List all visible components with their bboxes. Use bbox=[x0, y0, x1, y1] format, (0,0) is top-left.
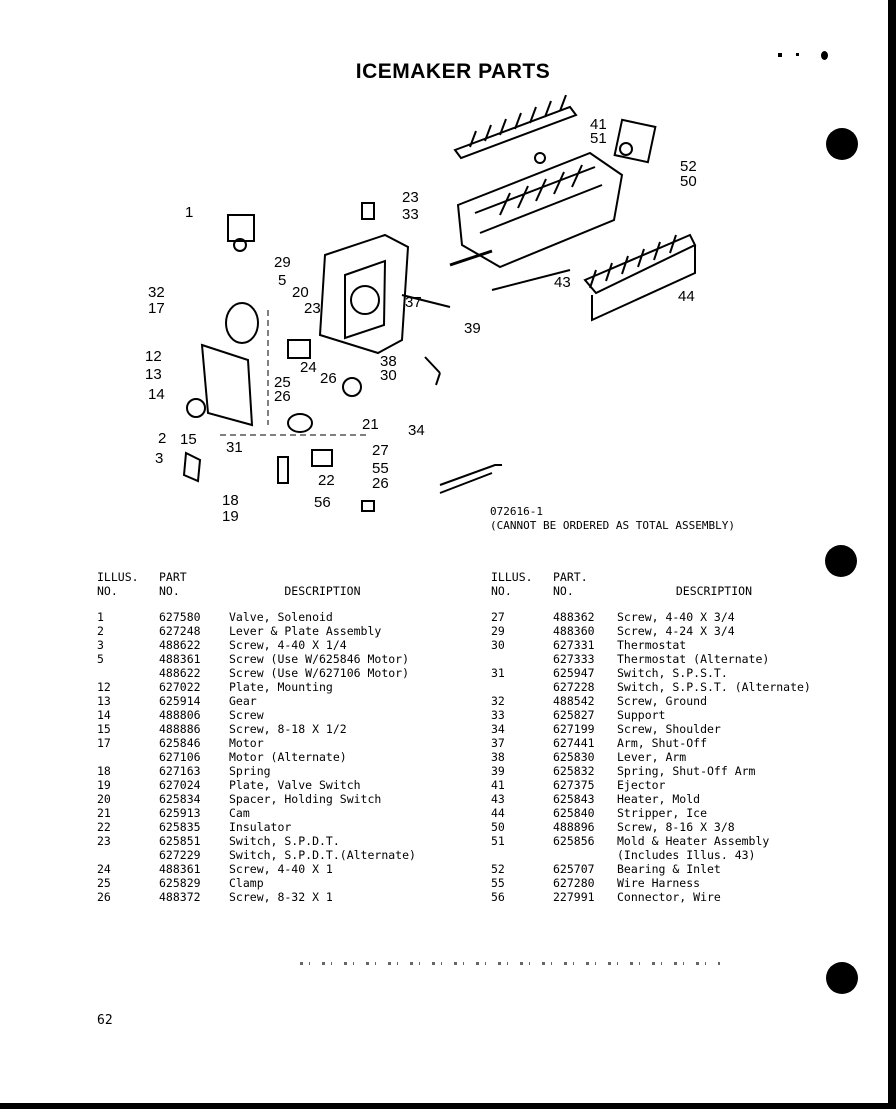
illus-no-cell: 50 bbox=[491, 820, 505, 834]
svg-text:23: 23 bbox=[402, 189, 419, 206]
svg-text:1: 1 bbox=[185, 204, 194, 221]
svg-text:19: 19 bbox=[222, 508, 239, 525]
description-cell: Clamp bbox=[229, 876, 264, 890]
illus-no-cell: 32 bbox=[491, 694, 505, 708]
svg-text:43: 43 bbox=[554, 274, 571, 291]
illus-no-cell bbox=[491, 652, 553, 666]
part-no-cell: 488622 bbox=[159, 638, 201, 652]
part-no-cell: 488362 bbox=[553, 610, 595, 624]
description-cell: Gear bbox=[229, 694, 257, 708]
part-no-cell: 627229 bbox=[159, 848, 201, 862]
svg-text:24: 24 bbox=[300, 359, 317, 376]
svg-text:21: 21 bbox=[362, 416, 379, 433]
table-row bbox=[97, 722, 416, 736]
illus-no-cell: 2 bbox=[97, 624, 104, 638]
description-cell: (Includes Illus. 43) bbox=[617, 848, 756, 862]
illus-no-cell: 41 bbox=[491, 778, 505, 792]
svg-text:56: 56 bbox=[314, 494, 331, 511]
description-cell: Connector, Wire bbox=[617, 890, 721, 904]
header-part-no: PART. NO. bbox=[553, 570, 588, 598]
description-cell: Mold & Heater Assembly bbox=[617, 834, 770, 848]
scan-specks bbox=[300, 962, 720, 965]
header-illus-no: ILLUS. NO. bbox=[97, 570, 139, 598]
svg-text:23: 23 bbox=[304, 300, 321, 317]
part-no-cell: 627441 bbox=[553, 736, 595, 750]
description-cell: Cam bbox=[229, 806, 250, 820]
illus-no-cell: 56 bbox=[491, 890, 505, 904]
part-no-cell: 488372 bbox=[159, 890, 201, 904]
part-no-cell: 488622 bbox=[159, 666, 201, 680]
part-no-cell: 625947 bbox=[553, 666, 595, 680]
svg-text:27: 27 bbox=[372, 442, 389, 459]
illus-no-cell: 1 bbox=[97, 610, 104, 624]
part-no-cell: 625827 bbox=[553, 708, 595, 722]
table-row bbox=[491, 610, 811, 624]
illus-no-cell: 38 bbox=[491, 750, 505, 764]
svg-text:31: 31 bbox=[226, 439, 243, 456]
svg-text:17: 17 bbox=[148, 300, 165, 317]
description-cell: Heater, Mold bbox=[617, 792, 701, 806]
illus-no-cell: 44 bbox=[491, 806, 505, 820]
part-no-cell: 488886 bbox=[159, 722, 201, 736]
description-cell: Arm, Shut-Off bbox=[617, 736, 708, 750]
description-cell: Screw, 8-18 X 1/2 bbox=[229, 722, 347, 736]
svg-text:2: 2 bbox=[158, 430, 167, 447]
table-row bbox=[97, 848, 416, 862]
description-cell: Spacer, Holding Switch bbox=[229, 792, 382, 806]
part-no-cell: 627022 bbox=[159, 680, 201, 694]
part-no-cell: 625829 bbox=[159, 876, 201, 890]
part-no-cell: 488361 bbox=[159, 652, 201, 666]
table-row bbox=[491, 862, 811, 876]
description-cell: Switch, S.P.S.T. (Alternate) bbox=[617, 680, 811, 694]
parts-table-left bbox=[97, 570, 416, 904]
description-cell: Switch, S.P.D.T.(Alternate) bbox=[229, 848, 416, 862]
svg-text:3: 3 bbox=[155, 450, 164, 467]
corner-marks bbox=[778, 50, 838, 60]
description-cell: Insulator bbox=[229, 820, 292, 834]
illus-no-cell bbox=[97, 666, 159, 680]
illus-no-cell: 12 bbox=[97, 680, 111, 694]
illus-no-cell: 27 bbox=[491, 610, 505, 624]
table-row bbox=[97, 610, 416, 624]
svg-text:14: 14 bbox=[148, 386, 165, 403]
table-row bbox=[97, 652, 416, 666]
table-row bbox=[491, 792, 811, 806]
part-no-cell: 627199 bbox=[553, 722, 595, 736]
part-no-cell: 625914 bbox=[159, 694, 201, 708]
part-no-cell: 488361 bbox=[159, 862, 201, 876]
table-row bbox=[491, 708, 811, 722]
table-row bbox=[97, 708, 416, 722]
binder-hole-2 bbox=[825, 545, 857, 577]
header-description: DESCRIPTION bbox=[284, 584, 361, 598]
illus-no-cell: 33 bbox=[491, 708, 505, 722]
description-cell: Support bbox=[617, 708, 666, 722]
table-row bbox=[491, 806, 811, 820]
table-row bbox=[97, 792, 416, 806]
part-no-cell: 488542 bbox=[553, 694, 595, 708]
illus-no-cell: 3 bbox=[97, 638, 104, 652]
icemaker-exploded-diagram bbox=[140, 95, 780, 535]
table-row bbox=[97, 862, 416, 876]
table-row bbox=[97, 876, 416, 890]
illus-no-cell: 17 bbox=[97, 736, 111, 750]
description-cell: Screw, Ground bbox=[617, 694, 708, 708]
part-no-cell: 627163 bbox=[159, 764, 201, 778]
table-row bbox=[491, 736, 811, 750]
svg-text:26: 26 bbox=[320, 370, 337, 387]
description-cell: Lever, Arm bbox=[617, 750, 687, 764]
table-row bbox=[491, 834, 811, 848]
illus-no-cell: 15 bbox=[97, 722, 111, 736]
header-illus-no: ILLUS. NO. bbox=[491, 570, 533, 598]
table-row bbox=[491, 764, 811, 778]
page-number: 62 bbox=[97, 1013, 113, 1028]
svg-text:30: 30 bbox=[380, 367, 397, 384]
part-no-cell: 627331 bbox=[553, 638, 595, 652]
part-no-cell: 488360 bbox=[553, 624, 595, 638]
table-row bbox=[97, 890, 416, 904]
svg-text:51: 51 bbox=[590, 130, 607, 147]
description-cell: Screw, 4-24 X 3/4 bbox=[617, 624, 735, 638]
svg-text:22: 22 bbox=[318, 472, 335, 489]
header-part-no: PART NO. bbox=[159, 570, 187, 598]
description-cell: Spring, Shut-Off Arm bbox=[617, 764, 756, 778]
description-cell: Screw, 8-32 X 1 bbox=[229, 890, 333, 904]
illus-no-cell: 55 bbox=[491, 876, 505, 890]
svg-text:15: 15 bbox=[180, 431, 197, 448]
part-no-cell: 627024 bbox=[159, 778, 201, 792]
part-no-cell: 625832 bbox=[553, 764, 595, 778]
figure-id: 072616-1 bbox=[490, 505, 543, 518]
description-cell: Switch, S.P.S.T. bbox=[617, 666, 728, 680]
description-cell: Screw, 4-40 X 1/4 bbox=[229, 638, 347, 652]
table-row bbox=[97, 820, 416, 834]
part-no-cell bbox=[553, 848, 617, 862]
description-cell: Screw, 4-40 X 3/4 bbox=[617, 610, 735, 624]
part-no-cell: 625707 bbox=[553, 862, 595, 876]
illus-no-cell: 39 bbox=[491, 764, 505, 778]
part-no-cell: 488806 bbox=[159, 708, 201, 722]
svg-text:26: 26 bbox=[274, 388, 291, 405]
table-row bbox=[97, 736, 416, 750]
part-no-cell: 627580 bbox=[159, 610, 201, 624]
table-row bbox=[97, 694, 416, 708]
illus-no-cell bbox=[97, 848, 159, 862]
illus-no-cell: 14 bbox=[97, 708, 111, 722]
table-row bbox=[97, 624, 416, 638]
svg-text:13: 13 bbox=[145, 366, 162, 383]
svg-text:44: 44 bbox=[678, 288, 695, 305]
description-cell: Motor bbox=[229, 736, 264, 750]
description-cell: Lever & Plate Assembly bbox=[229, 624, 382, 638]
illus-no-cell: 51 bbox=[491, 834, 505, 848]
description-cell: Ejector bbox=[617, 778, 666, 792]
part-no-cell: 627333 bbox=[553, 652, 595, 666]
part-no-cell: 627106 bbox=[159, 750, 201, 764]
part-no-cell: 625913 bbox=[159, 806, 201, 820]
part-no-cell: 625830 bbox=[553, 750, 595, 764]
table-row bbox=[491, 680, 811, 694]
svg-text:50: 50 bbox=[680, 173, 697, 190]
assembly-note: (CANNOT BE ORDERED AS TOTAL ASSEMBLY) bbox=[490, 519, 736, 532]
table-row bbox=[97, 638, 416, 652]
illus-no-cell: 22 bbox=[97, 820, 111, 834]
svg-text:33: 33 bbox=[402, 206, 419, 223]
table-row bbox=[97, 778, 416, 792]
description-cell: Valve, Solenoid bbox=[229, 610, 333, 624]
table-row bbox=[491, 876, 811, 890]
description-cell: Bearing & Inlet bbox=[617, 862, 721, 876]
table-row bbox=[97, 750, 416, 764]
svg-text:39: 39 bbox=[464, 320, 481, 337]
part-no-cell: 625851 bbox=[159, 834, 201, 848]
diagram-note bbox=[490, 505, 735, 533]
page-title: ICEMAKER PARTS bbox=[355, 60, 551, 83]
svg-text:5: 5 bbox=[278, 272, 287, 289]
svg-text:29: 29 bbox=[274, 254, 291, 271]
table-row bbox=[491, 624, 811, 638]
illus-no-cell: 30 bbox=[491, 638, 505, 652]
table-header bbox=[491, 570, 811, 610]
description-cell: Screw, Shoulder bbox=[617, 722, 721, 736]
table-row bbox=[97, 834, 416, 848]
description-cell: Stripper, Ice bbox=[617, 806, 708, 820]
description-cell: Switch, S.P.D.T. bbox=[229, 834, 340, 848]
description-cell: Screw, 4-40 X 1 bbox=[229, 862, 333, 876]
part-no-cell: 227991 bbox=[553, 890, 595, 904]
illus-no-cell: 20 bbox=[97, 792, 111, 806]
table-row bbox=[491, 848, 811, 862]
table-header bbox=[97, 570, 416, 610]
parts-table-right bbox=[491, 570, 811, 904]
part-no-cell: 627228 bbox=[553, 680, 595, 694]
svg-text:32: 32 bbox=[148, 284, 165, 301]
table-row bbox=[491, 750, 811, 764]
illus-no-cell: 29 bbox=[491, 624, 505, 638]
illus-no-cell: 24 bbox=[97, 862, 111, 876]
illus-no-cell: 19 bbox=[97, 778, 111, 792]
illus-no-cell: 52 bbox=[491, 862, 505, 876]
part-no-cell: 625846 bbox=[159, 736, 201, 750]
header-description: DESCRIPTION bbox=[675, 584, 753, 598]
svg-text:12: 12 bbox=[145, 348, 162, 365]
table-row bbox=[491, 778, 811, 792]
description-cell: Screw bbox=[229, 708, 264, 722]
illus-no-cell: 37 bbox=[491, 736, 505, 750]
description-cell: Screw, 8-16 X 3/8 bbox=[617, 820, 735, 834]
part-no-cell: 625835 bbox=[159, 820, 201, 834]
svg-text:26: 26 bbox=[372, 475, 389, 492]
table-row bbox=[491, 694, 811, 708]
svg-text:34: 34 bbox=[408, 422, 425, 439]
illus-no-cell: 18 bbox=[97, 764, 111, 778]
illus-no-cell bbox=[97, 750, 159, 764]
svg-text:41: 41 bbox=[590, 116, 607, 133]
description-cell: Thermostat (Alternate) bbox=[617, 652, 770, 666]
table-row bbox=[491, 652, 811, 666]
table-row bbox=[491, 638, 811, 652]
illus-no-cell: 21 bbox=[97, 806, 111, 820]
part-no-cell: 625840 bbox=[553, 806, 595, 820]
part-no-cell: 625856 bbox=[553, 834, 595, 848]
illus-no-cell: 5 bbox=[97, 652, 104, 666]
svg-text:37: 37 bbox=[405, 294, 422, 311]
table-row bbox=[491, 890, 811, 904]
description-cell: Screw (Use W/627106 Motor) bbox=[229, 666, 410, 680]
illus-no-cell: 23 bbox=[97, 834, 111, 848]
svg-text:18: 18 bbox=[222, 492, 239, 509]
illus-no-cell: 26 bbox=[97, 890, 111, 904]
table-row bbox=[97, 680, 416, 694]
illus-no-cell: 13 bbox=[97, 694, 111, 708]
description-cell: Thermostat bbox=[617, 638, 687, 652]
description-cell: Plate, Valve Switch bbox=[229, 778, 361, 792]
illus-no-cell bbox=[491, 848, 553, 862]
table-row bbox=[491, 722, 811, 736]
svg-text:25: 25 bbox=[274, 374, 291, 391]
description-cell: Motor (Alternate) bbox=[229, 750, 347, 764]
description-cell: Spring bbox=[229, 764, 271, 778]
part-no-cell: 627375 bbox=[553, 778, 595, 792]
table-row bbox=[491, 820, 811, 834]
illus-no-cell: 31 bbox=[491, 666, 505, 680]
svg-text:55: 55 bbox=[372, 460, 389, 477]
table-row bbox=[491, 666, 811, 680]
binder-hole-1 bbox=[826, 128, 858, 160]
illus-no-cell bbox=[491, 680, 553, 694]
table-row bbox=[97, 806, 416, 820]
part-no-cell: 625843 bbox=[553, 792, 595, 806]
table-row bbox=[97, 764, 416, 778]
description-cell: Plate, Mounting bbox=[229, 680, 333, 694]
svg-text:52: 52 bbox=[680, 158, 697, 175]
description-cell: Wire Harness bbox=[617, 876, 701, 890]
part-no-cell: 627280 bbox=[553, 876, 595, 890]
svg-text:38: 38 bbox=[380, 353, 397, 370]
table-row bbox=[97, 666, 416, 680]
illus-no-cell: 25 bbox=[97, 876, 111, 890]
illus-no-cell: 43 bbox=[491, 792, 505, 806]
description-cell: Screw (Use W/625846 Motor) bbox=[229, 652, 410, 666]
binder-hole-3 bbox=[826, 962, 858, 994]
part-no-cell: 627248 bbox=[159, 624, 201, 638]
svg-text:20: 20 bbox=[292, 284, 309, 301]
part-no-cell: 488896 bbox=[553, 820, 595, 834]
illus-no-cell: 34 bbox=[491, 722, 505, 736]
part-no-cell: 625834 bbox=[159, 792, 201, 806]
